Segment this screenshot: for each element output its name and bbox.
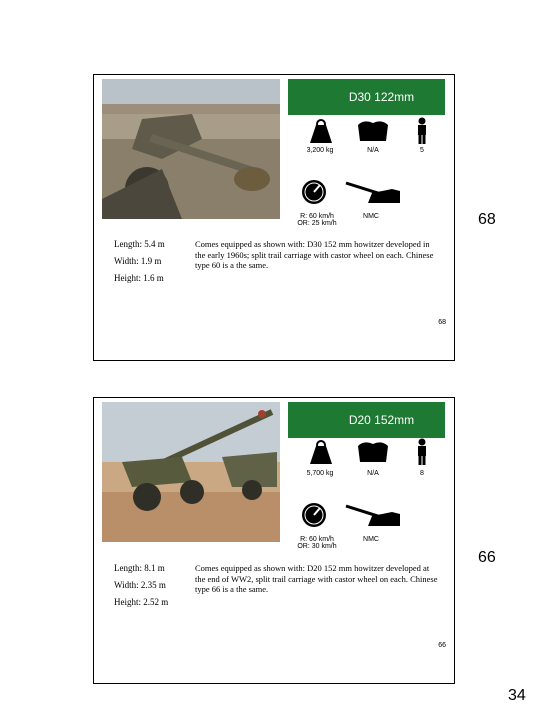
slide-title-header xyxy=(288,402,445,438)
stat-nbc: N/A xyxy=(367,147,379,154)
specs-list xyxy=(114,564,168,615)
stat-nbc: N/A xyxy=(367,470,379,477)
specs-list xyxy=(114,240,165,291)
slide-d20 xyxy=(93,397,455,684)
spec-height: Height: 2.52 m xyxy=(114,597,169,607)
spec-width: Width: 1.9 m xyxy=(114,256,162,266)
weight-icon xyxy=(306,440,336,466)
stat-speed-road: R: 60 km/h xyxy=(300,536,334,543)
spec-length: Length: 5.4 m xyxy=(114,239,165,249)
spec-height: Height: 1.6 m xyxy=(114,273,164,283)
speedometer-icon xyxy=(301,502,327,528)
d20-photo xyxy=(102,402,280,542)
stat-weight: 5,700 kg xyxy=(306,470,334,477)
description: Comes equipped as shown with: D20 152 mm howitzer developed at the end of WW2, split trail carriage with castor wheel on each. Chinese type 66 is a the same. xyxy=(195,563,438,595)
stat-mobility: NMC xyxy=(363,213,379,220)
page-number: 34 xyxy=(508,687,526,704)
spec-width: Width: 2.35 m xyxy=(114,580,166,590)
slide-title: D30 122mm xyxy=(348,90,415,104)
d30-photo xyxy=(102,79,280,219)
gun-icon xyxy=(344,179,402,205)
stat-speed-offroad: OR: 25 km/h xyxy=(297,220,337,227)
slide-d30 xyxy=(93,74,455,361)
nbc-icon xyxy=(356,440,390,466)
stat-crew: 8 xyxy=(420,470,424,477)
crew-icon xyxy=(416,438,428,466)
slide-page-number: 66 xyxy=(438,642,446,649)
stat-mobility: NMC xyxy=(363,536,379,543)
nbc-icon xyxy=(356,119,390,145)
slide-page-number: 68 xyxy=(438,319,446,326)
stat-speed-offroad: OR: 30 km/h xyxy=(297,543,337,550)
slide-title: D20 152mm xyxy=(348,413,415,427)
stat-crew: 5 xyxy=(420,147,424,154)
weight-icon xyxy=(306,119,336,145)
stat-speed-road: R: 60 km/h xyxy=(300,213,334,220)
stat-weight: 3,200 kg xyxy=(306,147,334,154)
side-number: 66 xyxy=(478,549,496,566)
description: Comes equipped as shown with: D30 152 mm howitzer developed in the early 1960s; split trail carriage with castor wheel on each. Chinese type 60 is a the same. xyxy=(195,239,434,271)
slide-title-header xyxy=(288,79,445,115)
spec-length: Length: 8.1 m xyxy=(114,563,165,573)
crew-icon xyxy=(416,117,428,145)
side-number: 68 xyxy=(478,211,496,228)
gun-icon xyxy=(344,502,402,528)
speedometer-icon xyxy=(301,179,327,205)
